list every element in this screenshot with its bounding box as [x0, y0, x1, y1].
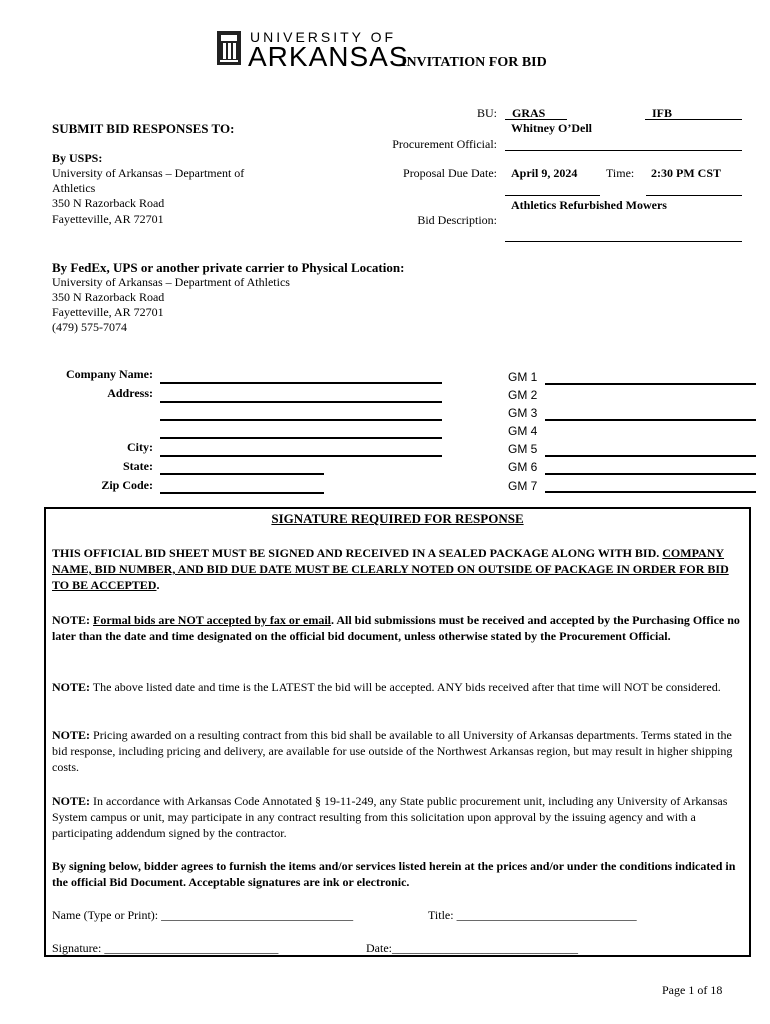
fax-note-paragraph: NOTE: Formal bids are NOT accepted by fax or email. All bid submissions must be received and accepted by the Purchasing Office no later than the date and time designated on the official bid document, unless otherwise stated by the Procurement Official.: [52, 613, 740, 643]
usps-heading: By USPS:: [52, 151, 103, 165]
usps-line: Fayetteville, AR 72701: [52, 212, 164, 226]
procurement-label: Procurement Official:: [392, 137, 497, 151]
usps-line: Athletics: [52, 181, 96, 195]
gm-code-field[interactable]: [545, 473, 756, 475]
bu-label: BU:: [476, 106, 497, 120]
city-field[interactable]: [160, 455, 442, 457]
page-title: INVITATION FOR BID: [401, 55, 547, 70]
sealed-package-paragraph: THIS OFFICIAL BID SHEET MUST BE SIGNED AND RECEIVED IN A SEALED PACKAGE ALONG WITH BID. COMPANY NAME, BID NUMBER, AND BID DUE DATE MUST BE CLEARLY NOTED ON OUTSIDE OF PACKAGE IN ORDER FOR BID TO BE ACCEPTED.: [52, 546, 729, 592]
gm-code-label: GM 2: [508, 388, 538, 402]
due-date-value: April 9, 2024: [511, 166, 578, 180]
ifb-label: IFB: [652, 106, 673, 120]
date-field[interactable]: Date:_______________________________: [366, 941, 578, 955]
latest-date-note-paragraph: NOTE: The above listed date and time is the LATEST the bid will be accepted. ANY bids received after that time will NOT be considered.: [52, 680, 721, 694]
procurement-value: Whitney O’Dell: [511, 121, 592, 135]
gm-code-field[interactable]: [545, 455, 756, 457]
gm-code-label: GM 4: [508, 424, 538, 438]
company-name-label: Company Name:: [66, 367, 153, 381]
state-label: State:: [123, 459, 153, 473]
pricing-note-paragraph: NOTE: Pricing awarded on a resulting contract from this bid shall be available to all University of Arkansas departments. Terms stated in the bid response, including pricing and delivery, are available for use outside of the Northwest Arkansas region, but may result in higher shipping costs.: [52, 728, 733, 774]
bid-description-value: Athletics Refurbished Mowers: [511, 198, 667, 212]
bu-value: GRAS: [512, 106, 546, 120]
fedex-line: 350 N Razorback Road: [52, 290, 165, 304]
due-date-label: Proposal Due Date:: [403, 166, 497, 180]
submit-heading: SUBMIT BID RESPONSES TO:: [52, 121, 235, 136]
city-label: City:: [127, 440, 153, 454]
fedex-heading: By FedEx, UPS or another private carrier to Physical Location:: [52, 260, 405, 275]
company-name-field[interactable]: [160, 382, 442, 384]
usps-line: 350 N Razorback Road: [52, 196, 165, 210]
zip-code-label: Zip Code:: [101, 478, 153, 492]
fedex-line: (479) 575-7074: [52, 320, 127, 334]
gm-code-label: GM 6: [508, 460, 538, 474]
usps-line: University of Arkansas – Department of: [52, 166, 245, 180]
page-number: Page 1 of 18: [662, 983, 723, 997]
state-field[interactable]: [160, 473, 324, 475]
fedex-line: University of Arkansas – Department of Athletics: [52, 275, 290, 289]
title-field[interactable]: Title: ______________________________: [428, 908, 637, 922]
zip-code-field[interactable]: [160, 492, 324, 494]
address-field-3[interactable]: [160, 437, 442, 439]
gm-code-label: GM 1: [508, 370, 538, 384]
time-label: Time:: [606, 166, 635, 180]
gm-code-label: GM 7: [508, 479, 538, 493]
signing-agreement-paragraph: By signing below, bidder agrees to furnish the items and/or services listed herein at the prices and/or under the conditions indicated in the official Bid Document. Acceptable signatures are ink or electronic.: [52, 859, 736, 889]
name-print-field[interactable]: Name (Type or Print): ________________________________: [52, 908, 354, 922]
university-seal-icon: [215, 30, 243, 66]
arkansas-code-note-paragraph: NOTE: In accordance with Arkansas Code Annotated § 19-11-249, any State public procurement unit, including any University of Arkansas System campus or unit, may participate in any contract resulting from this solicitation upon approval by the issuing agency and with a participating addendum signed by the contractor.: [52, 794, 728, 840]
logo-text-big: ARKANSAS: [248, 41, 409, 72]
gm-code-field[interactable]: [545, 419, 756, 421]
fedex-line: Fayetteville, AR 72701: [52, 305, 164, 319]
bid-description-label: Bid Description:: [417, 213, 497, 227]
signature-field[interactable]: Signature: _____________________________: [52, 941, 279, 955]
gm-code-label: GM 5: [508, 442, 538, 456]
gm-code-field[interactable]: [545, 491, 756, 493]
logo-text-small: UNIVERSITY OF: [250, 29, 397, 45]
time-value: 2:30 PM CST: [651, 166, 721, 180]
address-label: Address:: [107, 386, 153, 400]
gm-code-label: GM 3: [508, 406, 538, 420]
signature-box-title: SIGNATURE REQUIRED FOR RESPONSE: [271, 511, 524, 526]
address-field-2[interactable]: [160, 419, 442, 421]
address-field-1[interactable]: [160, 401, 442, 403]
gm-code-field[interactable]: [545, 383, 756, 385]
